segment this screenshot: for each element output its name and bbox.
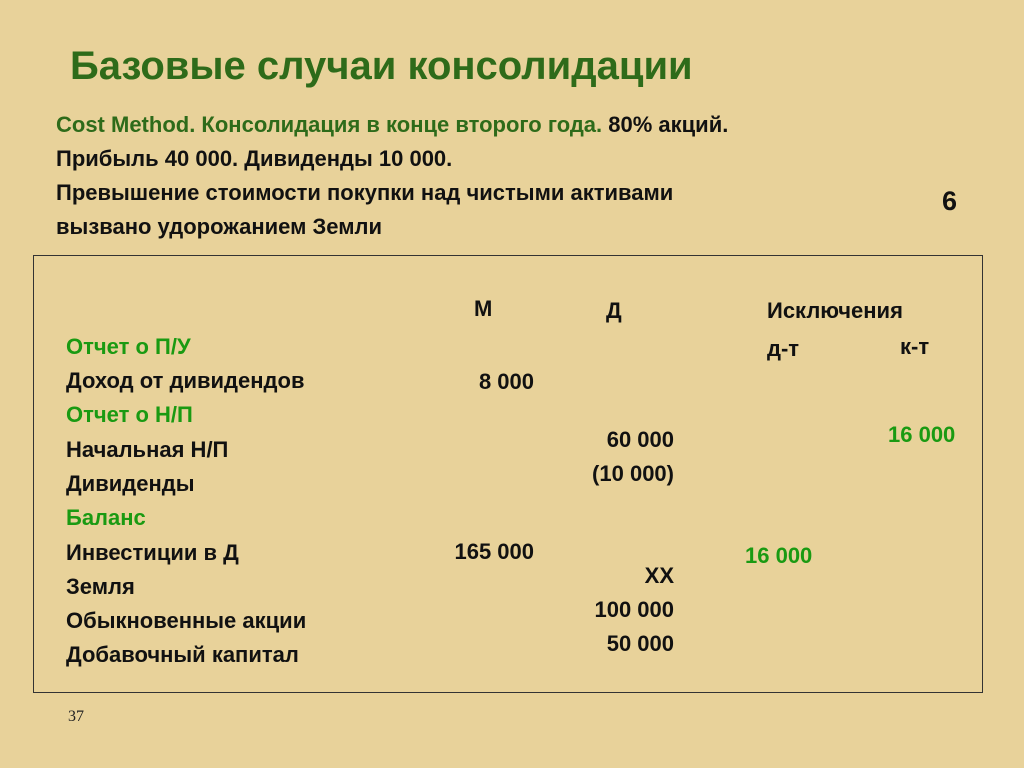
shares-text: 80% акций.: [602, 112, 729, 137]
intro-line-2: Прибыль 40 000. Дивиденды 10 000.: [56, 146, 453, 171]
row-label-dividend-income: Доход от дивидендов: [66, 368, 305, 393]
value-d-apic: 50 000: [606, 631, 674, 656]
row-label-common-stock: Обыкновенные акции: [66, 608, 307, 633]
intro-line-3: Превышение стоимости покупки над чистыми активами: [56, 180, 674, 205]
value-d-common-stock: 100 000: [594, 597, 674, 622]
section-income-statement: Отчет о П/У: [66, 334, 191, 359]
slide-number: 6: [942, 186, 958, 216]
row-label-apic: Добавочный капитал: [66, 642, 299, 667]
page-number: 37: [68, 708, 84, 725]
value-credit-opening-re: 16 000: [888, 422, 956, 447]
value-d-dividends: (10 000): [592, 461, 674, 486]
column-header-credit: к-т: [900, 334, 930, 359]
value-d-opening-re: 60 000: [606, 427, 674, 452]
column-header-m: М: [474, 296, 493, 321]
intro-line-4: вызвано удорожанием Земли: [56, 214, 382, 239]
section-retained-earnings: Отчет о Н/П: [66, 402, 193, 427]
row-label-investment: Инвестиции в Д: [66, 540, 239, 565]
column-header-debit: д-т: [767, 336, 800, 361]
value-m-dividend-income: 8 000: [478, 369, 534, 394]
row-label-dividends: Дивиденды: [66, 471, 195, 496]
row-label-land: Земля: [66, 574, 135, 599]
section-balance: Баланс: [66, 505, 146, 530]
value-d-land: XX: [644, 563, 674, 588]
value-debit-investment: 16 000: [745, 543, 813, 568]
slide-title: Базовые случаи консолидации: [70, 44, 693, 88]
cost-method-text: Cost Method. Консолидация в конце второго года.: [56, 112, 603, 137]
column-header-d: Д: [606, 298, 622, 323]
value-m-investment: 165 000: [454, 539, 534, 564]
row-label-opening-re: Начальная Н/П: [66, 437, 229, 462]
intro-line-1: [56, 112, 728, 138]
column-header-exclusions: Исключения: [767, 298, 903, 323]
